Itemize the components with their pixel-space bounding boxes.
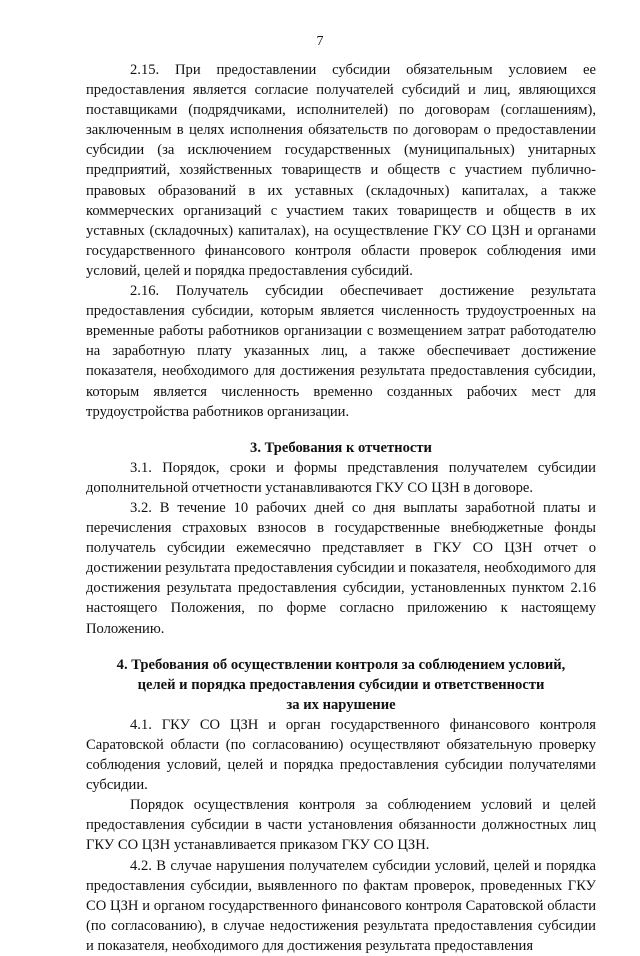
page-number: 7 (316, 34, 324, 49)
paragraph-4-1: 4.1. ГКУ СО ЦЗН и орган государственного финансового контроля Саратовской области (по согласованию) осуществляют обязательную проверку соблюдения условий, целей и порядка предоставления субсидии получателями субсидии. (86, 716, 596, 794)
spacer (86, 639, 596, 655)
paragraph-3-2: 3.2. В течение 10 рабочих дней со дня выплаты заработной платы и перечисления страховых взносов в государственные внебюджетные фонды получатель субсидии ежемесячно представляет в ГКУ СО ЦЗН отчет о достижении результата предоставления субсидии и показателя, необходимого для достижения результата предоставления субсидии, установленных пунктом 2.16 настоящего Положения, по форме согласно приложению к настоящему Положению. (86, 499, 596, 637)
section-4-heading-line2: целей и порядка предоставления субсидии и ответственности (137, 676, 545, 693)
spacer (86, 422, 596, 438)
paragraph-3-1: 3.1. Порядок, сроки и формы представления получателем субсидии дополнительной отчетности устанавливаются ГКУ СО ЦЗН в договоре. (86, 459, 596, 496)
paragraph-2-16: 2.16. Получатель субсидии обеспечивает достижение результата предоставления субсидии, которым является численность трудоустроенных на временные работы работников организации с возмещением затрат работодателю на заработную плату указанных лиц, а также обеспечивает достижение показателя, необходимого для достижения результата предоставления субсидии, которым является численность временно созданных рабочих мест для трудоустройства работников организации. (86, 283, 596, 420)
paragraph-4-2: 4.2. В случае нарушения получателем субсидии условий, целей и порядка предоставления субсидии, выявленного по фактам проверок, проведенных ГКУ СО ЦЗН и органом государственного финансового контроля Саратовской области (по согласованию), в случае недостижения результата предоставления субсидии и показателя, необходимого для достижения результата предоставления (86, 857, 596, 954)
paragraph-2-15: 2.15. При предоставлении субсидии обязательным условием ее предоставления является согласие получателей субсидий и лиц, являющихся поставщиками (подрядчиками, исполнителей) по договорам (соглашениям), заключенным в целях исполнения обязательств по договорам о предоставлении субсидии (за исключением государственных (муниципальных) унитарных предприятий, хозяйственных товариществ и обществ с участием публично-правовых образований в их уставных (складочных) капиталах, а также коммерческих организаций с участием таких товариществ и обществ в их уставных (складочных) капиталах), на осуществление ГКУ СО ЦЗН и органами государственного финансового контроля области проверок соблюдения ими условий, целей и порядка предоставления субсидий. (86, 62, 596, 279)
section-4-heading-line3: за их нарушение (286, 696, 396, 713)
section-4-heading-line1: 4. Требования об осуществлении контроля за соблюдением условий, (116, 656, 566, 673)
document-body (86, 60, 596, 956)
paragraph-4-1-procedure: Порядок осуществления контроля за соблюдением условий и целей предоставления субсидии в части установления обязанности должностных лиц ГКУ СО ЦЗН устанавливается приказом ГКУ СО ЦЗН. (86, 797, 596, 854)
section-3-heading: 3. Требования к отчетности (250, 439, 432, 456)
